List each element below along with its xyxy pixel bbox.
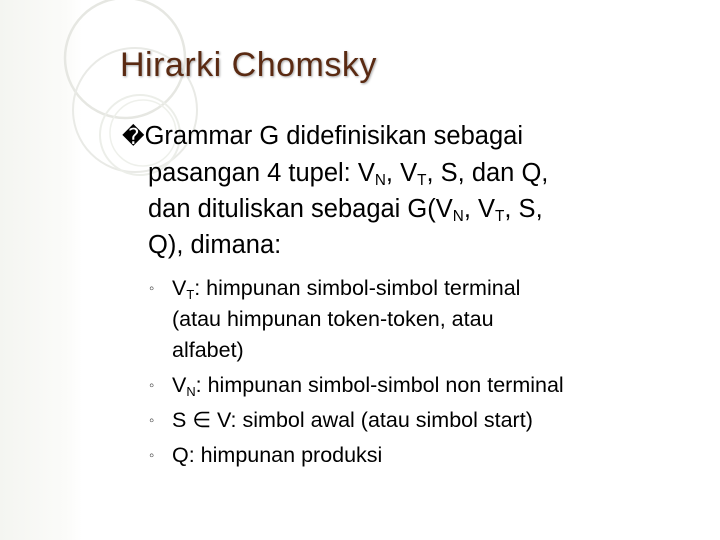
main-bullet-line1: Grammar G didefinisikan sebagai bbox=[144, 122, 523, 150]
main-bullet-line4: Q), dimana: bbox=[148, 231, 282, 259]
ring-bullet-icon: ◦ bbox=[149, 447, 155, 464]
slide-body bbox=[122, 118, 702, 471]
sub-bullet-vn: ◦ $V_N$: himpunan simbol-simbol non terminal bbox=[149, 370, 702, 401]
sub-bullet-productions: ◦ Q: himpunan produksi bbox=[149, 440, 702, 471]
main-bullet bbox=[122, 118, 702, 263]
sub-bullet-list bbox=[122, 273, 702, 471]
ring-bullet-icon: ◦ bbox=[149, 412, 155, 429]
main-bullet-line3: dan dituliskan sebagai $G(V_N$, $V_T$, S, bbox=[148, 195, 543, 225]
sub-bullet-start-symbol: ◦ S ∈ V: simbol awal (atau simbol start) bbox=[149, 405, 702, 436]
main-bullet-line2: pasangan 4 tupel: $V_N$, $V_T$, S, dan Q, bbox=[148, 159, 549, 189]
missing-glyph-bullet-icon: � bbox=[122, 124, 145, 149]
ring-bullet-icon: ◦ bbox=[149, 280, 155, 297]
ring-bullet-icon: ◦ bbox=[149, 377, 155, 394]
sub-bullet-vt: ◦ $V_T$: himpunan simbol-simbol terminal (atau himpunan token-token, atau alfabet) bbox=[149, 273, 702, 366]
slide-title: Hirarki Chomsky bbox=[120, 46, 377, 84]
